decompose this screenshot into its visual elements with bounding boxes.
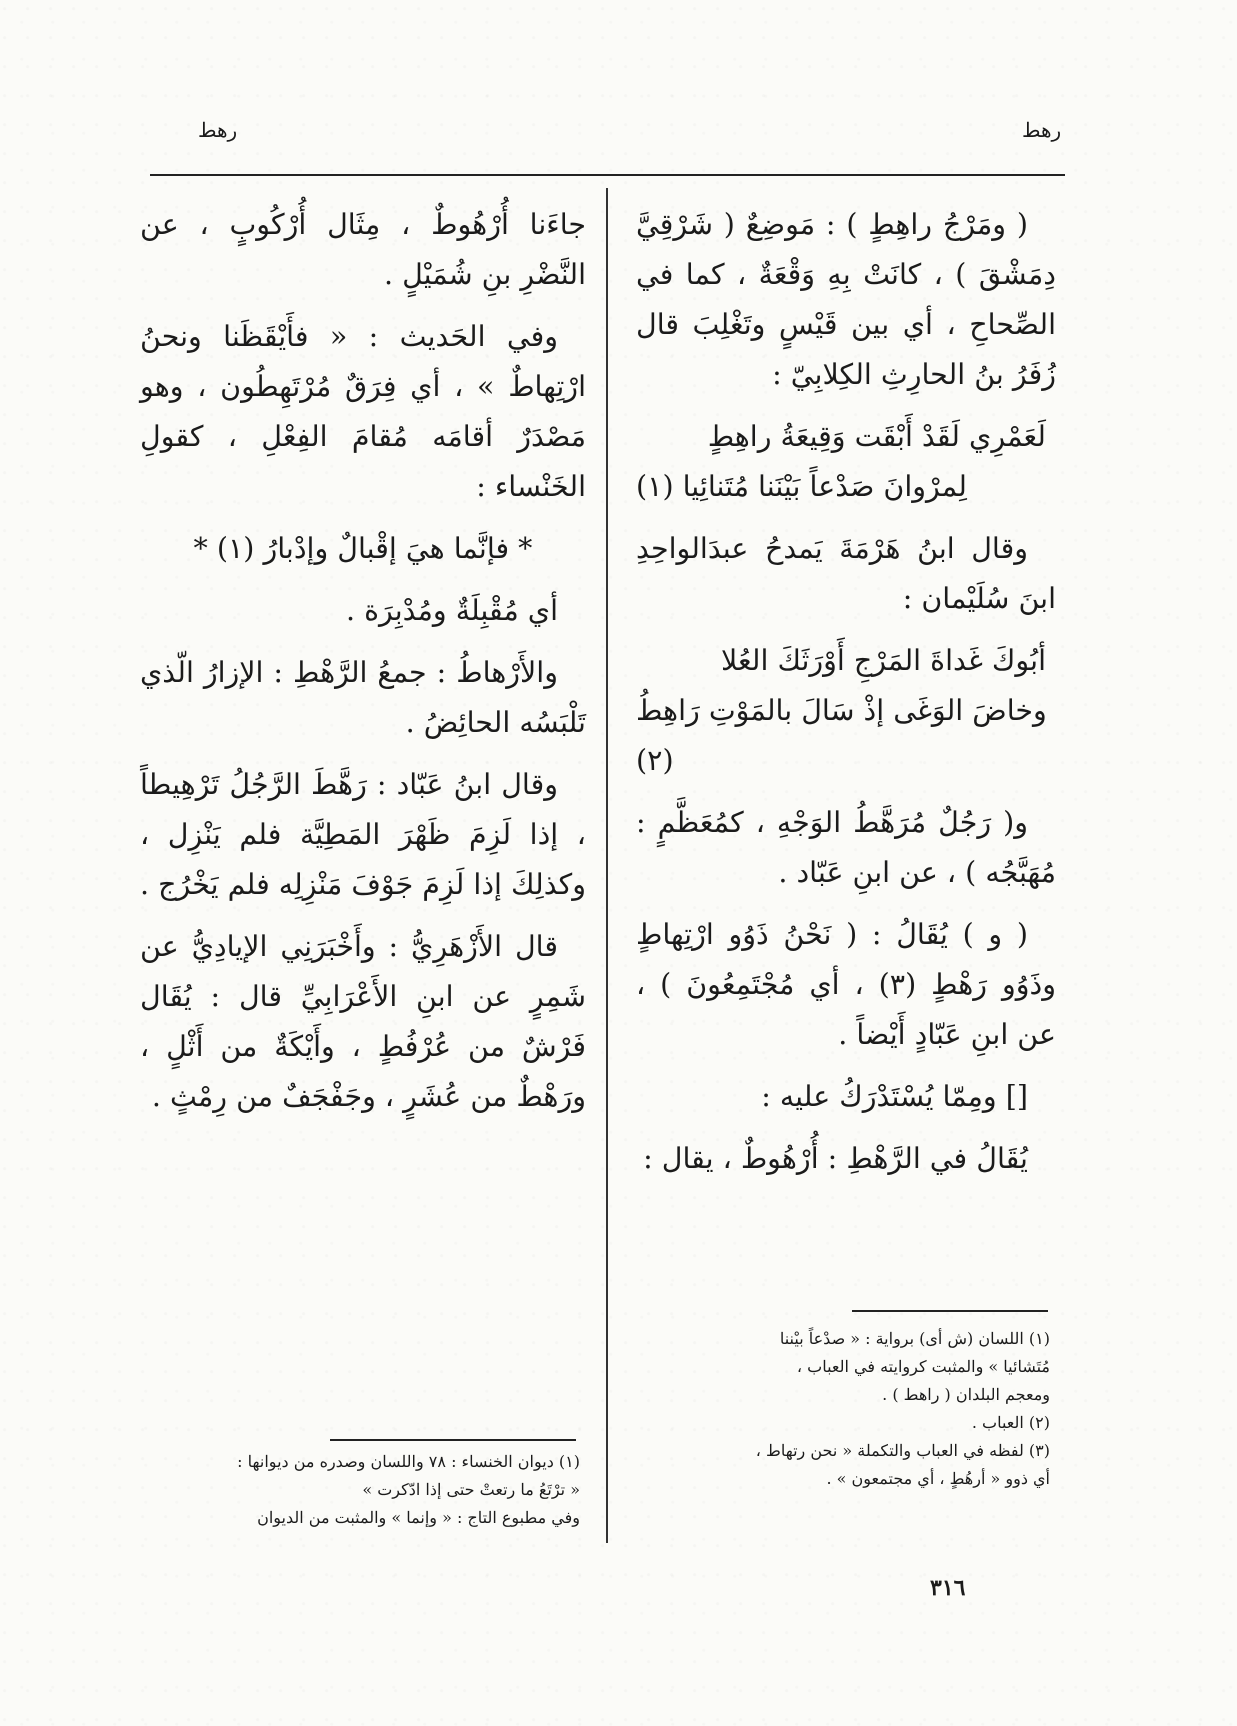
- running-head-right: رهط: [1022, 118, 1062, 142]
- footnotes-left: [140, 1448, 580, 1532]
- footnotes-right: [630, 1325, 1050, 1493]
- footnote-line: (١) ديوان الخنساء : ٧٨ واللسان وصدره من ديوانها :: [237, 1452, 580, 1471]
- paragraph: قال الأَزْهَرِيُّ : وأَخْبَرَنِي الإيادِيُّ عن شَمِرٍ عن ابنِ الأَعْرَابِيِّ قال : يُقَال فَرْشٌ من عُرْفُطٍ ، وأَيْكَةٌ من أَثْلٍ ، ورَهْطٌ من عُشَرٍ ، وجَفْجَفٌ من رِمْثٍ .: [140, 930, 586, 1113]
- left-column: [140, 200, 586, 1134]
- paragraph: وقال ابنُ عَبّاد : رَهَّطَ الرَّجُلُ تَرْهِيطاً ، إذا لَزِمَ ظَهْرَ المَطِيَّة فلم يَنْزِل ، وكذلِكَ إذا لَزِمَ جَوْفَ مَنْزِلِه فلم يَخْرُج .: [140, 768, 586, 901]
- footnote-line: ومعجم البلدان ( راهط ) .: [882, 1385, 1050, 1404]
- running-head-left: رهط: [198, 118, 238, 142]
- paragraph: وفي الحَديث : « فأَيْقَظَنا ونحنُ ارْتِهاطٌ » ، أي فِرَقٌ مُرْتَهِطُون ، وهو مَصْدَرٌ أقامَه مُقامَ الفِعْلِ ، كقولِ الخَنْساء :: [140, 320, 586, 503]
- paragraph: والأَرْهاطُ : جمعُ الرَّهْطِ : الإزارُ الّذي تَلْبَسُه الحائِضُ .: [140, 656, 586, 739]
- footnote-rule: [330, 1439, 576, 1441]
- paragraph: و( رَجُلٌ مُرَهَّطُ الوَجْهِ ، كمُعَظَّمٍ : مُهَبَّجُه ) ، عن ابنِ عَبّاد .: [636, 806, 1056, 889]
- footnote-rule: [852, 1310, 1048, 1312]
- paragraph: يُقَالُ في الرَّهْطِ : أُرْهُوطٌ ، يقال :: [643, 1142, 1028, 1175]
- paragraph: أي مُقْبِلَةٌ ومُدْبِرَة .: [345, 594, 558, 627]
- footnote-line: « ترْتَعُ ما رتعتْ حتى إذا ادّكرت »: [362, 1480, 580, 1499]
- footnote-line: (٣) لفظه في العباب والتكملة « نحن رتهاط ،: [755, 1441, 1050, 1460]
- right-column: [636, 200, 1056, 1196]
- paragraph: ( ومَرْجُ راهِطٍ ) : مَوضِعٌ ( شَرْقِيَّ دِمَشْقَ ) ، كانَتْ بِهِ وَقْعَةٌ ، كما في الصِّحاحِ ، أي بين قَيْسٍ وتَغْلِبَ قال زُفَرُ بنُ الحارِثِ الكِلابِيّ :: [636, 208, 1056, 391]
- verse-hemistich: لَعَمْرِي لَقَدْ أَبْقَت وَقِيعَةُ راهِطٍ: [707, 420, 1046, 453]
- paragraph: جاءَنا أُرْهُوطٌ ، مِثَال أُرْكُوبٍ ، عن النَّضْرِ بنِ شُمَيْلٍ .: [140, 208, 586, 291]
- footnote-line: (١) اللسان (ش أى) برواية : « صدْعاً بيْننا: [779, 1329, 1050, 1348]
- paragraph: وقال ابنُ هَرْمَةَ يَمدحُ عبدَالواحِدِ ابنَ سُلَيْمان :: [636, 532, 1056, 615]
- footnote-line: مُتَشائيا » والمثبت كروايته في العباب ،: [796, 1357, 1050, 1376]
- column-divider: [606, 188, 608, 1543]
- paragraph: [] ومِمّا يُسْتَدْرَكُ عليه :: [761, 1080, 1028, 1113]
- verse-hemistich: أبُوكَ غَداةَ المَرْجِ أَوْرَثَكَ العُلا: [721, 644, 1046, 677]
- header-rule: [150, 174, 1065, 176]
- verse: * فإنَّما هيَ إقْبالٌ وإدْبارُ (١) *: [193, 532, 533, 565]
- verse-hemistich: لِمرْوانَ صَدْعاً بَيْنَنا مُتَنائِيا (١): [636, 470, 967, 503]
- footnote-line: (٢) العباب .: [971, 1413, 1050, 1432]
- verse: [636, 636, 1056, 786]
- page-number: ٣١٦: [930, 1575, 966, 1601]
- footnote-line: وفي مطبوع التاج : « وإنما » والمثبت من الديوان: [257, 1508, 580, 1527]
- footnote-line: أي ذوو « أرهُطٍ ، أي مجتمعون » .: [826, 1469, 1050, 1488]
- verse: [636, 412, 1056, 512]
- verse-hemistich: وخاضَ الوَغَى إذْ سَالَ بالمَوْتِ رَاهِطُ (٢): [636, 694, 1047, 777]
- paragraph: ( و ) يُقَالُ : ( نَحْنُ ذَوُو ارْتِهاطٍ وذَوُو رَهْطٍ (٣) ، أي مُجْتَمِعُونَ ) ، عن ابنِ عَبّادٍ أَيْضاً .: [636, 918, 1056, 1051]
